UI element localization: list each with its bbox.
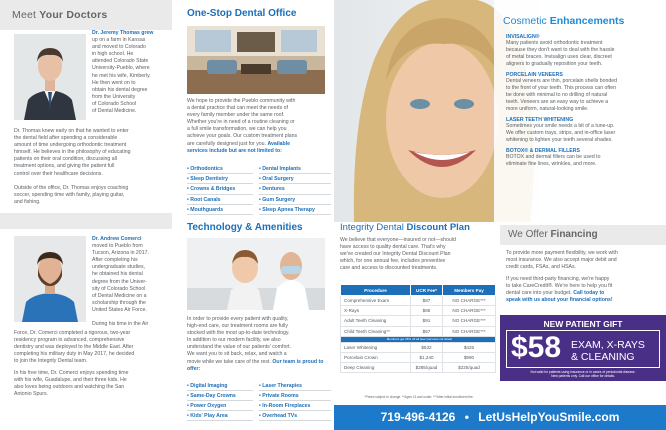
cell: $285/quad bbox=[411, 363, 443, 373]
cell: $990 bbox=[443, 352, 496, 362]
new-patient-gift-box bbox=[500, 315, 666, 381]
text-line: We believe that everyone—insured or not—should bbox=[340, 237, 456, 243]
text-line: If you need third-party financing, we're happy bbox=[506, 276, 610, 282]
text-line: more uniform, natural-looking smile. bbox=[506, 106, 589, 112]
text-line: have access to quality dental care. That's why bbox=[340, 244, 446, 251]
text-line: be done with minimal to no drilling of natural bbox=[506, 92, 608, 98]
amenity-item: • Power Oxygen bbox=[187, 401, 253, 411]
invisalign-text bbox=[506, 40, 662, 68]
discount-plan-intro bbox=[340, 237, 498, 272]
cell: Laser Whitening bbox=[341, 342, 411, 352]
amenity-item: • Digital Imaging bbox=[187, 381, 253, 391]
fine-line: Not valid for patients using insurance or in cases of periodontal disease. bbox=[530, 370, 636, 374]
cosmetic-items bbox=[506, 34, 662, 168]
fine-line: New patients only. Call our office for details. bbox=[551, 374, 615, 379]
financing-header bbox=[500, 225, 666, 245]
text-line: We offer custom trays, strips, and in-office laser bbox=[506, 130, 616, 136]
bio-line: University-Pueblo, where bbox=[92, 65, 150, 72]
dr-thomas-paragraph-2 bbox=[14, 185, 168, 206]
bio-line: of Dental Medicine on a bbox=[92, 292, 147, 299]
text-line: To provide more payment flexibility, we work with bbox=[506, 250, 618, 256]
amenity-item: • Same-Day Crowns bbox=[187, 391, 253, 401]
text-line: In his free time, Dr. Comerci enjoys spending time bbox=[14, 370, 129, 376]
text-line: which, for one annual fee, includes preventive bbox=[340, 258, 446, 265]
cell: $225/quad bbox=[443, 363, 496, 373]
footer-contact-line bbox=[334, 410, 666, 424]
dr-comerci-paragraph-1 bbox=[14, 330, 168, 365]
bio-line: and moved to Colorado bbox=[92, 44, 146, 51]
contact-footer bbox=[334, 405, 666, 430]
gift-offer-frame bbox=[506, 330, 660, 368]
phone-number[interactable]: 719-496-4126 bbox=[380, 410, 456, 424]
text-line: also loves being outdoors and watching the San bbox=[14, 384, 125, 391]
cell: X-Rays bbox=[341, 306, 411, 316]
service-item: • Orthodontics bbox=[187, 164, 253, 174]
table-row bbox=[341, 316, 496, 326]
bio-line: United States Air Force. bbox=[92, 306, 147, 313]
whitening-heading: LASER TEETH WHITENING bbox=[506, 117, 574, 123]
bio-line bbox=[92, 314, 170, 321]
text-line: are carefully designed just for you. Available bbox=[187, 140, 291, 147]
column-header: UCR Fee* bbox=[411, 285, 443, 296]
text-line: to the front of your teeth. This process can often bbox=[506, 85, 617, 91]
gift-fine-print bbox=[500, 370, 666, 378]
service-item: • Sleep Apnea Therapy bbox=[259, 205, 331, 215]
technology-body bbox=[187, 316, 331, 373]
amenities-list-left bbox=[187, 381, 253, 421]
text-line: Whether you're in need of a routine cleaning or bbox=[187, 119, 295, 126]
table-row bbox=[341, 363, 496, 373]
text-line: credit cards, FSAs, and HSAs. bbox=[506, 264, 577, 271]
cell: $425 bbox=[443, 342, 496, 352]
service-item: • Gum Surgery bbox=[259, 195, 331, 205]
cell: $87 bbox=[411, 296, 443, 306]
text-line: In addition to our modern facility, we also bbox=[187, 337, 281, 344]
bio-line: up on a farm in Kansas bbox=[92, 37, 146, 44]
text-line: Force, Dr. Comerci completed a rigorous, two-year bbox=[14, 330, 131, 336]
discount-plan-title: Integrity Dental Discount Plan bbox=[340, 222, 470, 233]
cell: Comprehensive Exam bbox=[341, 296, 411, 306]
gift-line: & CLEANING bbox=[571, 351, 635, 363]
bio-line: moved to Pueblo from bbox=[92, 243, 143, 250]
table-header-row bbox=[341, 285, 496, 296]
financing-paragraph-1 bbox=[506, 250, 664, 271]
text-line: speak with us about your financial options! bbox=[506, 297, 613, 304]
service-item: • Sleep Dentistry bbox=[187, 174, 253, 184]
gift-line: EXAM, X-RAYS bbox=[571, 339, 645, 351]
cell: Child Teeth Cleaning** bbox=[341, 326, 411, 336]
dr-thomas-bio bbox=[92, 30, 170, 115]
text-line: We want you to sit back, relax, and watch a bbox=[187, 351, 287, 358]
table-row bbox=[341, 296, 496, 306]
service-item: • Dentures bbox=[259, 184, 331, 194]
amenity-item: • Kids' Play Area bbox=[187, 411, 253, 421]
footer-separator: • bbox=[464, 410, 469, 424]
whitening-text bbox=[506, 123, 662, 144]
veneers-heading: PORCELAIN VENEERS bbox=[506, 72, 563, 78]
text-line: understand the value of our patients' comfort. bbox=[187, 344, 291, 351]
bio-line: Dr. Andrew Comerci bbox=[92, 236, 142, 242]
text-line: high-end care, our treatment rooms are fully bbox=[187, 323, 288, 330]
dr-comerci-paragraph-2 bbox=[14, 370, 168, 398]
bio-line: he obtained his dental bbox=[92, 271, 143, 278]
text-line: services include but are not limited to: bbox=[187, 147, 282, 154]
botox-text bbox=[506, 154, 662, 168]
bio-line: During his time in the Air bbox=[92, 321, 149, 328]
one-stop-panel bbox=[172, 0, 334, 430]
text-line: dental care into your budget. Call today to bbox=[506, 290, 605, 297]
bio-line: sity of Colorado School bbox=[92, 285, 146, 292]
bio-line: He then went on to bbox=[92, 79, 136, 86]
text-line: a dental practice that can meet the needs of bbox=[187, 105, 288, 112]
text-line: Dr. Thomas knew early on that he wanted to enter bbox=[14, 128, 129, 134]
text-line: completing his military duty in May 2017, he decided bbox=[14, 351, 135, 358]
text-line: movie while we take care of the rest. Our team is proud to offer: bbox=[187, 358, 324, 372]
bio-line: of Colorado School bbox=[92, 100, 137, 107]
amenity-item: • In-Room Fireplaces bbox=[259, 401, 331, 411]
table-row bbox=[341, 326, 496, 336]
text-line: care and access to discounted treatments. bbox=[340, 265, 438, 272]
services-list-right bbox=[259, 164, 331, 215]
amenity-item: • Laser Therapies bbox=[259, 381, 331, 391]
text-line: We hope to provide the Pueblo community with bbox=[187, 98, 296, 104]
table-row bbox=[341, 306, 496, 316]
text-line: aligners to gradually reposition your teeth. bbox=[506, 61, 603, 67]
section-divider bbox=[0, 213, 172, 229]
cell: $1,240 bbox=[411, 352, 443, 362]
bio-line: degree from the Univer- bbox=[92, 278, 147, 285]
text-line: most insurance. We also accept major debit and bbox=[506, 257, 617, 264]
discount-plan-table bbox=[340, 284, 496, 373]
one-stop-intro bbox=[187, 98, 331, 155]
bio-line: obtain his dental degree bbox=[92, 86, 148, 93]
text-line: dentistry and was deployed to the Middle East. After bbox=[14, 344, 134, 351]
services-list-left bbox=[187, 164, 253, 215]
text-line: to take CareCredit®. We're here to help you fit bbox=[506, 283, 613, 290]
text-line: soccer, spending time with family, playing guitar, bbox=[14, 192, 125, 199]
text-line: Antonio Spurs. bbox=[14, 391, 49, 398]
dr-thomas-photo bbox=[14, 34, 86, 120]
doctors-panel bbox=[0, 0, 172, 430]
cell: $67 bbox=[411, 326, 443, 336]
table-row bbox=[341, 352, 496, 362]
bio-line: attended Colorado State bbox=[92, 58, 149, 65]
dr-comerci-photo bbox=[14, 236, 86, 322]
doctors-heading: Meet Your Doctors bbox=[12, 9, 108, 21]
cell: $532 bbox=[411, 342, 443, 352]
veneers-text bbox=[506, 78, 662, 113]
discount-footnote: *Prices subject to change. **Ages 13 and under. ***After initial enrollment fee. bbox=[364, 395, 474, 399]
bio-line: in high school. He bbox=[92, 51, 134, 58]
amenities-list-right bbox=[259, 381, 331, 421]
text-line: patients on their oral condition, discussing all bbox=[14, 156, 117, 163]
gift-price: $58 bbox=[511, 331, 562, 364]
bio-line: of Dental Medicine. bbox=[92, 108, 137, 115]
text-line: himself. He believes in the philosophy of educating bbox=[14, 149, 131, 156]
gift-offer-text bbox=[571, 339, 645, 363]
bio-line: After completing his bbox=[92, 257, 138, 264]
bio-line: Dr. Jeremy Thomas grew bbox=[92, 30, 154, 36]
text-line: a full smile transformation, we can help you bbox=[187, 126, 287, 133]
invisalign-heading: INVISALIGN® bbox=[506, 34, 540, 40]
text-line: amount of time undergoing orthodontic treatment bbox=[14, 142, 127, 149]
text-line: the dental field after spending a considerable bbox=[14, 135, 118, 142]
technology-title: Technology & Amenities bbox=[187, 222, 303, 233]
text-line: Dental veneers are thin, porcelain shells bonded bbox=[506, 78, 618, 84]
text-line: of metal braces. Invisalign uses clear, discreet bbox=[506, 54, 612, 60]
bio-line: undergraduate studies, bbox=[92, 264, 146, 271]
cell: NO CHARGE*** bbox=[443, 296, 496, 306]
text-line: with his wife, Guadalupe, and their three kids. He bbox=[14, 377, 127, 384]
dr-comerci-bio bbox=[92, 236, 170, 328]
text-line: every family member under the same roof. bbox=[187, 112, 285, 119]
cosmetic-title: Cosmetic Enhancements bbox=[503, 15, 625, 27]
bio-line: from the University bbox=[92, 93, 136, 100]
clinic-interior-photo bbox=[187, 26, 325, 94]
service-item: • Crowns & Bridges bbox=[187, 184, 253, 194]
table-row bbox=[341, 342, 496, 352]
botox-heading: BOTOX® & DERMAL FILLERS bbox=[506, 148, 580, 154]
cell: NO CHARGE*** bbox=[443, 306, 496, 316]
cell: Deep Cleaning bbox=[341, 363, 411, 373]
cell: Members get 25% off all fees (services not listed) bbox=[341, 336, 496, 342]
bio-line: Tucson, Arizona in 2017. bbox=[92, 250, 149, 257]
text-line: we've created our Integrity Dental Discount Plan bbox=[340, 251, 451, 258]
service-item: • Mouthguards bbox=[187, 205, 253, 215]
service-item: • Root Canals bbox=[187, 195, 253, 205]
service-item: • Dental Implants bbox=[259, 164, 331, 174]
text-line: control over their healthcare decisions. bbox=[14, 170, 103, 177]
bio-line: he met his wife, Kimberly. bbox=[92, 72, 151, 79]
text-line: Sometimes your smile needs a bit of a tune-up. bbox=[506, 123, 615, 129]
text-line: Many patients avoid orthodontic treatment bbox=[506, 40, 603, 46]
text-line: achieve your goals. Our custom treatment plans bbox=[187, 133, 298, 140]
dr-thomas-paragraph-1 bbox=[14, 128, 168, 178]
cell: NO CHARGE*** bbox=[443, 326, 496, 336]
text-line: residency program in advanced, comprehensive bbox=[14, 337, 125, 344]
cell: Porcelain Crown bbox=[341, 352, 411, 362]
text-line: eliminate fine lines, wrinkles, and more. bbox=[506, 161, 597, 167]
one-stop-title: One-Stop Dental Office bbox=[187, 8, 297, 19]
text-line: treatment options, and giving the patient full bbox=[14, 163, 115, 170]
amenity-item: • Private Rooms bbox=[259, 391, 331, 401]
cell: Adult Teeth Cleaning bbox=[341, 316, 411, 326]
website-link[interactable]: LetUsHelpYouSmile.com bbox=[478, 410, 620, 424]
text-line: Outside of the office, Dr. Thomas enjoys coaching bbox=[14, 185, 129, 191]
cell: $91 bbox=[411, 316, 443, 326]
text-line: to join the Integrity Dental team. bbox=[14, 358, 88, 365]
amenity-item: • Overhead TVs bbox=[259, 411, 331, 421]
text-line: because they don't want to deal with the hassle bbox=[506, 47, 615, 53]
text-line: teeth. Veneers are an easy way to achieve a bbox=[506, 99, 609, 105]
text-line: and fishing. bbox=[14, 199, 41, 206]
cell: $86 bbox=[411, 306, 443, 316]
service-item: • Oral Surgery bbox=[259, 174, 331, 184]
text-line: whitening to lighten your teeth several shades. bbox=[506, 137, 613, 143]
doctors-header bbox=[0, 0, 172, 30]
gift-heading: NEW PATIENT GIFT bbox=[543, 319, 623, 329]
text-line: stocked with the most up-to-date technology. bbox=[187, 330, 290, 337]
text-line: BOTOX and dermal fillers can be used to bbox=[506, 154, 601, 160]
column-header: Members Pay bbox=[443, 285, 496, 296]
text-line: In order to provide every patient with quality, bbox=[187, 316, 289, 322]
financing-title: We Offer Financing bbox=[508, 229, 598, 240]
financing-paragraph-2 bbox=[506, 276, 664, 304]
bio-line: scholarship through the bbox=[92, 299, 146, 306]
child-patient-photo bbox=[187, 238, 325, 310]
cell: NO CHARGE*** bbox=[443, 316, 496, 326]
column-header: Procedure bbox=[341, 285, 411, 296]
